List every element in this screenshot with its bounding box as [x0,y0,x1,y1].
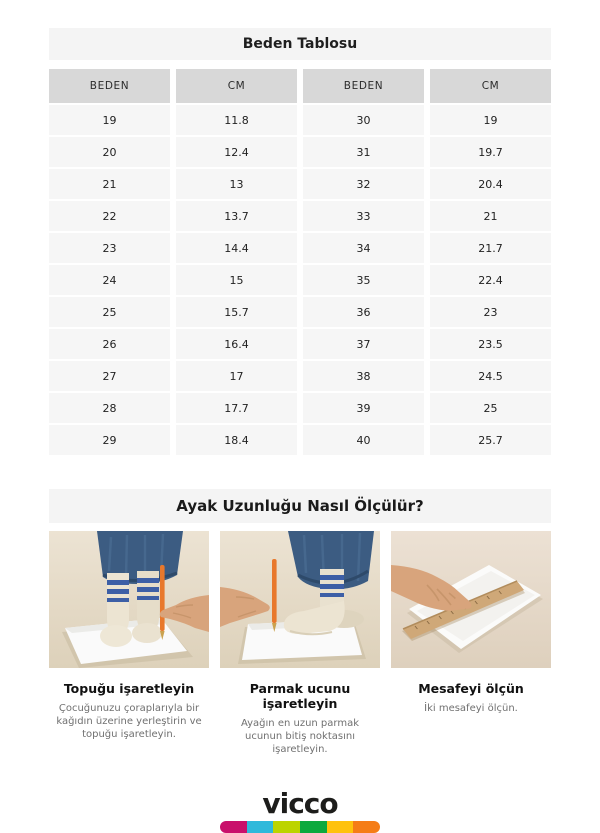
size-cell: 17 [176,361,297,391]
size-cell: 14.4 [176,233,297,263]
size-table-title: Beden Tablosu [242,36,358,52]
size-cell: 20 [49,137,170,167]
size-cell: 20.4 [430,169,551,199]
measure-steps-captions [49,681,551,756]
step-caption-heel [49,681,209,756]
size-cell: 23 [430,297,551,327]
step-description: Çocuğunuzu çoraplarıyla bir kağıdın üzerine yerleştirin ve topuğu işaretleyin. [56,703,202,740]
size-cell: 18.4 [176,425,297,455]
size-cell: 12.4 [176,137,297,167]
step-description: İki mesafeyi ölçün. [424,703,518,714]
size-cell: 37 [303,329,424,359]
vicco-logo: vicco [262,787,338,820]
size-cell: 15 [176,265,297,295]
size-cell: 22 [49,201,170,231]
size-cell: 22.4 [430,265,551,295]
size-cell: 25 [49,297,170,327]
size-cell: 35 [303,265,424,295]
size-cell: 32 [303,169,424,199]
size-cell: 16.4 [176,329,297,359]
size-cell: 23.5 [430,329,551,359]
step-title: Topuğu işaretleyin [63,681,195,696]
size-cell: 29 [49,425,170,455]
step-title: Mesafeyi ölçün [418,681,524,696]
mark-toe-photo [220,531,380,668]
size-cell: 13 [176,169,297,199]
measure-section-title-banner [49,489,551,523]
size-cell: 15.7 [176,297,297,327]
rainbow-bar [220,821,380,833]
step-caption-toe [220,681,380,756]
step-caption-measure [391,681,551,756]
brand-footer [49,787,551,833]
column-header: BEDEN [303,69,424,103]
size-cell: 24 [49,265,170,295]
size-cell: 30 [303,105,424,135]
size-cell: 40 [303,425,424,455]
size-cell: 21 [430,201,551,231]
size-table-title-banner [49,28,551,60]
rainbow-segment [273,821,300,833]
rainbow-segment [247,821,274,833]
size-cell: 36 [303,297,424,327]
rainbow-segment [353,821,380,833]
measure-steps-photos [49,531,551,668]
size-cell: 21 [49,169,170,199]
step-description: Ayağın en uzun parmak ucunun bitiş noktasını işaretleyin. [240,718,360,755]
size-cell: 28 [49,393,170,423]
size-cell: 23 [49,233,170,263]
mark-heel-photo [49,531,209,668]
measure-section-title: Ayak Uzunluğu Nasıl Ölçülür? [176,497,424,515]
size-cell: 13.7 [176,201,297,231]
column-header: BEDEN [49,69,170,103]
size-cell: 19 [430,105,551,135]
rainbow-segment [220,821,247,833]
size-cell: 25 [430,393,551,423]
size-cell: 19 [49,105,170,135]
rainbow-segment [300,821,327,833]
size-cell: 19.7 [430,137,551,167]
measure-distance-photo [391,531,551,668]
size-cell: 17.7 [176,393,297,423]
size-cell: 25.7 [430,425,551,455]
column-header: CM [176,69,297,103]
size-cell: 24.5 [430,361,551,391]
size-cell: 39 [303,393,424,423]
column-header: CM [430,69,551,103]
size-cell: 31 [303,137,424,167]
rainbow-segment [327,821,354,833]
size-guide-page [49,28,551,833]
step-title: Parmak ucunu işaretleyin [249,681,351,711]
size-cell: 33 [303,201,424,231]
size-cell: 34 [303,233,424,263]
size-cell: 26 [49,329,170,359]
size-cell: 27 [49,361,170,391]
size-table [49,69,551,455]
size-cell: 38 [303,361,424,391]
size-cell: 21.7 [430,233,551,263]
size-cell: 11.8 [176,105,297,135]
